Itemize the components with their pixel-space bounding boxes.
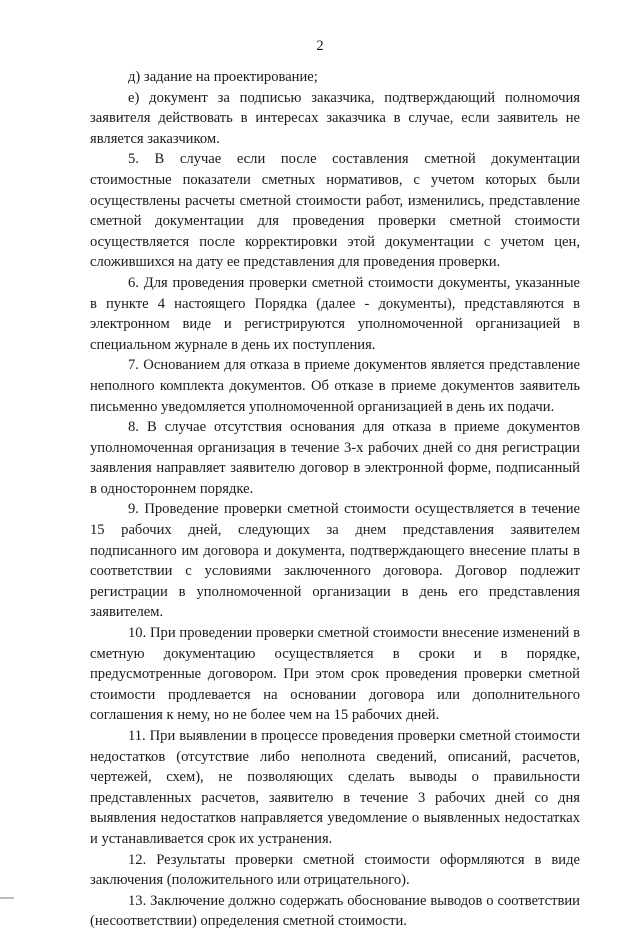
scan-edge-mark (0, 897, 14, 899)
paragraph-6: 6. Для проведения проверки сметной стоимости документы, указанные в пункте 4 настоящего Порядка (далее - документы), представляются в электронном виде и регистрируются уполномоченной организацией в специальном журнале в день их поступления. (90, 274, 580, 353)
paragraph-13: 13. Заключение должно содержать обоснование выводов о соответствии (несоответствии) определения сметной стоимости. (90, 892, 580, 930)
paragraph-item-d: д) задание на проектирование; (128, 69, 318, 85)
paragraph-8: 8. В случае отсутствия основания для отказа в приеме документов уполномоченная организация в течение 3-х рабочих дней со дня регистрации заявления направляет заявителю договор в электронной форме, подписанный в одностороннем порядке. (90, 419, 580, 497)
paragraph-10: 10. При проведении проверки сметной стоимости внесение изменений в сметную документацию осуществляется в сроки и в порядке, предусмотренные договором. При этом срок проведения проверки сметной стоимости продлевается на основании договора или дополнительного соглашения к нему, но не более чем на 15 рабочих дней. (90, 625, 580, 724)
paragraph-9: 9. Проведение проверки сметной стоимости осуществляется в течение 15 рабочих дней, следующих за днем представления заявителем подписанного им договора и документа, подтверждающего внесение платы в соответствии с условиями заключенного договора. Договор подлежит регистрации в уполномоченной организации в день его представления заявителем. (90, 501, 580, 621)
page-number: 2 (316, 38, 324, 54)
paragraph-item-e: е) документ за подписью заказчика, подтверждающий полномочия заявителя действовать в интересах заказчика в случае, если заявитель не является заказчиком. (90, 89, 580, 147)
paragraph-7: 7. Основанием для отказа в приеме документов является представление неполного комплекта документов. Об отказе в приеме документов заявитель письменно уведомляется уполномоченной организацией в день их подачи. (90, 357, 580, 415)
paragraph-5: 5. В случае если после составления сметной документации стоимостные показатели сметных нормативов, с учетом которых были осуществлены расчеты сметной стоимости работ, изменились, представление сметной документации для проведения проверки сметной стоимости осуществляется после корректировки этой документации с учетом цен, сложившихся на дату ее представления для проведения проверки. (90, 151, 580, 271)
paragraph-11: 11. При выявлении в процессе проведения проверки сметной стоимости недостатков (отсутствие либо неполнота сведений, описаний, расчетов, чертежей, схем), не позволяющих сделать выводы о правильности представленных расчетов, заявителю в течение 3 рабочих дней со дня выявления недостатков направляется уведомление о выявленных недостатках и устанавливается срок их устранения. (90, 728, 580, 847)
document-body (90, 67, 580, 932)
paragraph-12: 12. Результаты проверки сметной стоимости оформляются в виде заключения (положительного или отрицательного). (90, 851, 580, 889)
